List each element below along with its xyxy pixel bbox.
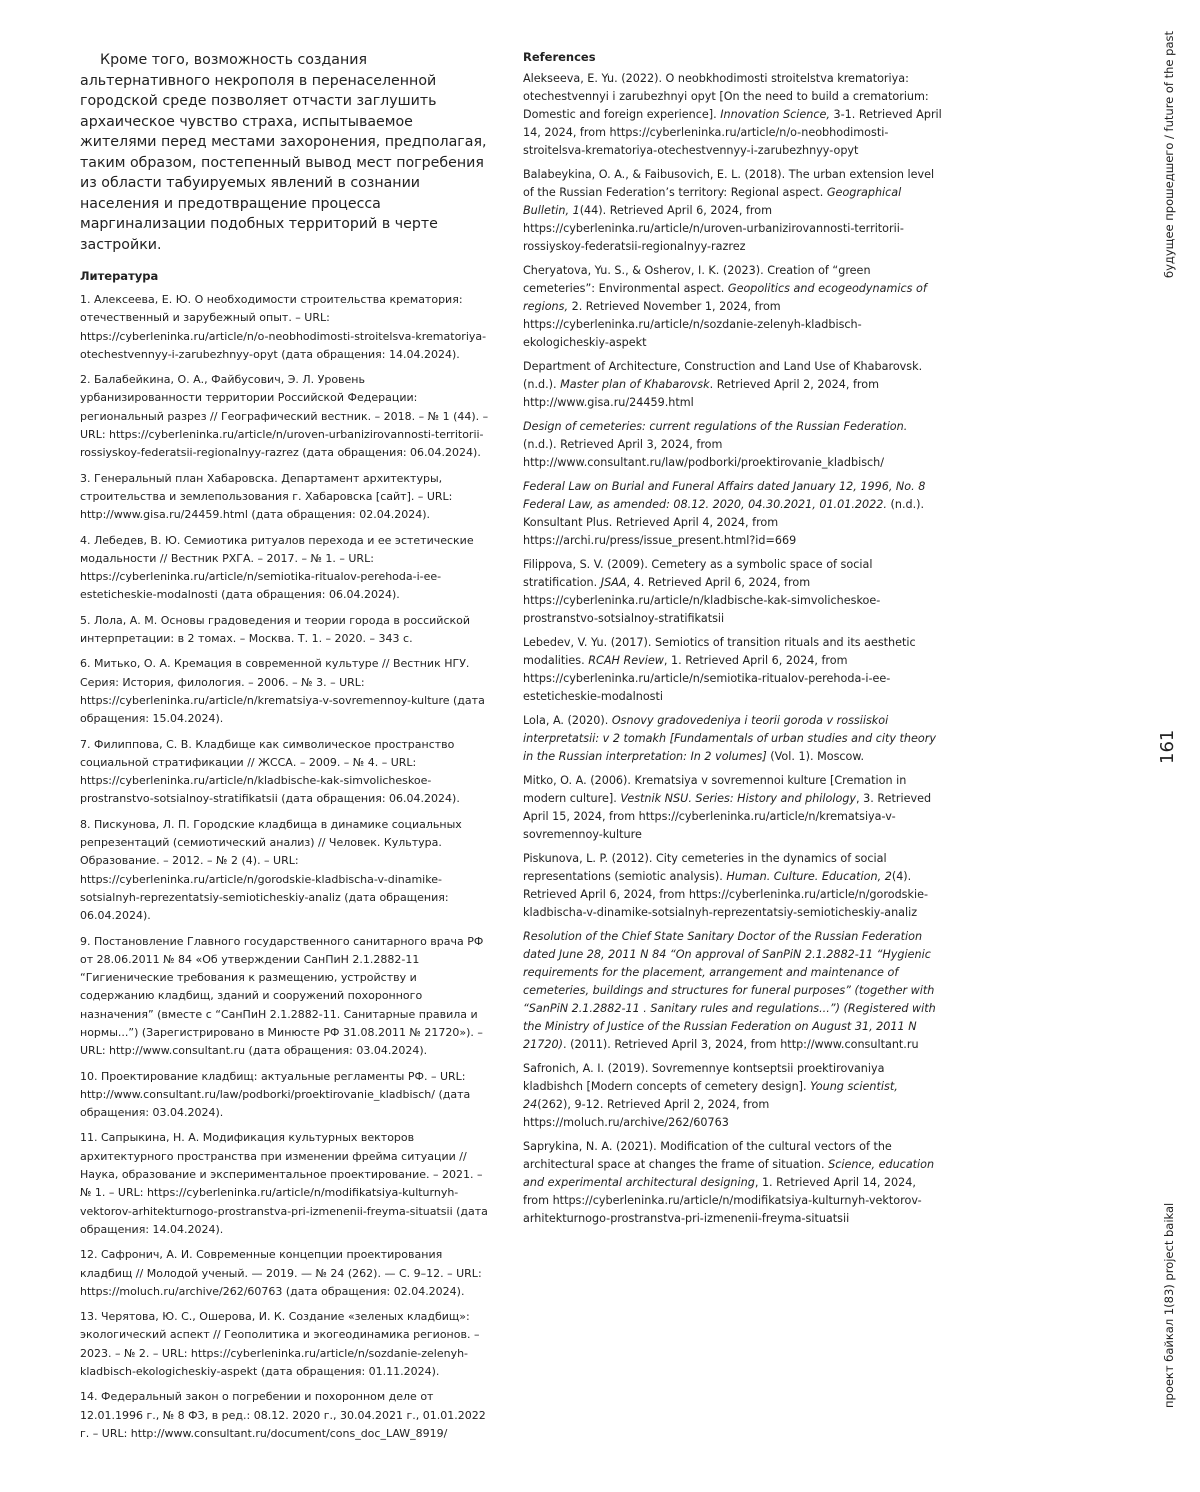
reference-text: 2. Retrieved November 1, 2024, from https://cyberleninka.ru/article/n/sozdanie-zelenyh-kladbisch-ekologicheskiy-aspekt [523, 300, 862, 349]
reference-text: Balabeykina, O. A., & Faibusovich, E. L. (2018). The urban extension level of the Russian Federation’s territory: Regional aspect. [523, 168, 935, 199]
reference-item [523, 358, 943, 412]
reference-title: Innovation Science, [720, 108, 830, 121]
reference-title: Resolution of the Chief State Sanitary Doctor of the Russian Federation dated June 28, 2011 N 84 “On approval of SanPiN 2.1.2882-11 “Hygienic requirements for the placement, arrangement and maintenance of cemeteries, buildings and structures for funeral purposes” (together with “SanPiN 2.1.2882-11 . Sanitary rules and regulations...”) (Registered with the Ministry of Justice of the Russian Federation on August 31, 2011 N 21720) [523, 930, 936, 1051]
reference-item [523, 262, 943, 352]
literature-item: 5. Лола, А. М. Основы градоведения и теории города в российской интерпретации: в 2 томах. – Москва. Т. 1. – 2020. – 343 с. [80, 613, 471, 646]
reference-title: Geopolitics and ecogeodynamics of regions, [523, 282, 927, 313]
literature-item: 14. Федеральный закон о погребении и похоронном деле от 12.01.1996 г., № 8 ФЗ, в ред.: 08.12. 2020 г., 30.04.2021 г., 01.01.2022 г. – URL: http://www.consultant.ru/document/cons_doc_LAW_8919/ [80, 1390, 486, 1440]
reference-text: . Retrieved April 2, 2024, from http://www.gisa.ru/24459.html [523, 378, 879, 409]
running-footer: проект байкал 1(83) project baikal [1162, 1202, 1176, 1408]
literature-item: 4. Лебедев, В. Ю. Семиотика ритуалов перехода и ее эстетические модальности // Вестник РХГА. – 2017. – № 1. – URL: https://cyberleninka.ru/article/n/semiotika-ritualov-perehoda-i-ee-esteticheskie-modalnosti (дата обращения: 06.04.2024). [80, 533, 474, 602]
reference-text: . (2011). Retrieved April 3, 2024, from http://www.consultant.ru [562, 1038, 919, 1051]
literature-list [80, 291, 490, 1443]
reference-text: Filippova, S. V. (2009). Cemetery as a symbolic space of social stratification. [523, 558, 873, 589]
reference-text: (n.d.). Konsultant Plus. Retrieved April 4, 2024, from https://archi.ru/press/issue_present.html?id=669 [523, 498, 925, 547]
reference-text: Saprykina, N. A. (2021). Modification of the cultural vectors of the architectural space at changes the frame of situation. [523, 1140, 892, 1171]
reference-title: Design of cemeteries: current regulations of the Russian Federation. [523, 420, 908, 433]
reference-item [523, 478, 943, 550]
reference-text: Piskunova, L. P. (2012). City cemeteries in the dynamics of social representations (semiotic analysis). [523, 852, 887, 883]
page-number: 161 [1157, 729, 1178, 764]
literature-item: 7. Филиппова, С. В. Кладбище как символическое пространство социальной стратификации // ЖССА. – 2009. – № 4. – URL: https://cyberleninka.ru/article/n/kladbische-kak-simvolicheskoe-prostranstvo-sotsialnoy-stratifikatsii (дата обращения: 06.04.2024). [80, 737, 460, 806]
reference-title: Osnovy gradovedeniya i teorii goroda v rossiiskoi interpretatsii: v 2 tomakh [Fundamentals of urban studies and city theory in the Russian interpretation: In 2 volumes] [523, 714, 936, 763]
literature-item: 8. Пискунова, Л. П. Городские кладбища в динамике социальных репрезентаций (семиотический анализ) // Человек. Культура. Образование. – 2012. – № 2 (4). – URL: https://cyberleninka.ru/article/n/gorodskie-kladbischa-v-dinamike-sotsialnyh-reprezentatsiy-semioticheskiy-analiz (дата обращения: 06.04.2024). [80, 817, 462, 923]
reference-text: 3-1. Retrieved April 14, 2024, from https://cyberleninka.ru/article/n/o-neobhodimosti-stroitelsva-krematoriya-otechestvennyy-i-zarubezhnyy-opyt [523, 108, 942, 157]
literature-item: 11. Сапрыкина, Н. А. Модификация культурных векторов архитектурного пространства при изменении фрейма ситуации // Наука, образование и экспериментальное проектирование. – 2021. – № 1. – URL: https://cyberleninka.ru/article/n/modifikatsiya-kulturnyh-vektorov-arhitekturnogo-prostranstva-pri-izmenenii-freyma-situatsii (дата обращения: 14.04.2024). [80, 1131, 488, 1236]
references-heading: References [523, 50, 596, 64]
reference-text: (44). Retrieved April 6, 2024, from https://cyberleninka.ru/article/n/uroven-urbanizirovannosti-territorii-rossiyskoy-federatsii-regionalnyy-razrez [523, 204, 904, 253]
reference-title: Vestnik NSU. Series: History and philology [620, 792, 857, 805]
reference-title: Human. Culture. Education, 2 [726, 870, 892, 883]
reference-text: (4). Retrieved April 6, 2024, from https://cyberleninka.ru/article/n/gorodskie-kladbischa-v-dinamike-sotsialnyh-reprezentatsiy-semioticheskiy-analiz [523, 870, 929, 919]
literature-item: 3. Генеральный план Хабаровска. Департамент архитектуры, строительства и землепользования г. Хабаровска [сайт]. – URL: http://www.gisa.ru/24459.html (дата обращения: 02.04.2024). [80, 471, 453, 522]
reference-text: , 1. Retrieved April 14, 2024, from https://cyberleninka.ru/article/n/modifikatsiya-kulturnyh-vektorov-arhitekturnogo-prostranstva-pri-izmenenii-freyma-situatsii [523, 1176, 922, 1225]
reference-text: Mitko, O. A. (2006). Krematsiya v sovremennoi kulture [Cremation in modern culture]. [523, 774, 907, 805]
reference-text: , 4. Retrieved April 6, 2024, from https://cyberleninka.ru/article/n/kladbische-kak-simvolicheskoe-prostranstvo-sotsialnoy-stratifikatsii [523, 576, 881, 625]
literature-item: 2. Балабейкина, О. А., Файбусович, Э. Л. Уровень урбанизированности территории Российской Федерации: региональный разрез // Географический вестник. – 2018. – № 1 (44). – URL: https://cyberleninka.ru/article/n/uroven-urbanizirovannosti-territorii-rossiyskoy-federatsii-regionalnyy-razrez (дата обращения: 06.04.2024). [80, 373, 489, 460]
reference-title: Master plan of Khabarovsk [560, 378, 710, 391]
intro-paragraph: Кроме того, возможность создания альтернативного некрополя в перенаселенной городской среде позволяет отчасти заглушить архаическое чувство страха, испытываемое жителями перед местами захоронения, предполагая, таким образом, постепенный вывод мест погребения из области табуируемых явлений в сознании населения и предотвращение процесса маргинализации подобных территорий в черте застройки. [80, 52, 487, 253]
left-column [80, 50, 490, 1450]
literature-heading: Литература [80, 269, 159, 283]
reference-text: Department of Architecture, Construction and Land Use of Khabarovsk. (n.d.). [523, 360, 923, 391]
reference-item [523, 418, 943, 472]
reference-title: Federal Law on Burial and Funeral Affairs dated January 12, 1996, No. 8 Federal Law, as amended: 08.12. 2020, 04.30.2021, 01.01.2022. [523, 480, 926, 511]
reference-title: RCAH Review [588, 654, 664, 667]
reference-text: , 3. Retrieved April 15, 2024, from https://cyberleninka.ru/article/n/krematsiya-v-sovremennoy-kulture [523, 792, 932, 841]
reference-item [523, 712, 943, 766]
reference-item [523, 634, 943, 706]
reference-text: (n.d.). Retrieved April 3, 2024, from http://www.consultant.ru/law/podborki/proektirovanie_kladbisch/ [523, 438, 885, 469]
reference-title: Young scientist, 24 [523, 1080, 898, 1111]
reference-item [523, 850, 943, 922]
reference-text: (Vol. 1). Moscow. [766, 750, 865, 763]
reference-title: Geographical Bulletin, 1 [523, 186, 902, 217]
reference-text: , 1. Retrieved April 6, 2024, from https://cyberleninka.ru/article/n/semiotika-ritualov-perehoda-i-ee-esteticheskie-modalnosti [523, 654, 891, 703]
literature-item: 10. Проектирование кладбищ: актуальные регламенты РФ. – URL: http://www.consultant.ru/law/podborki/proektirovanie_kladbisch/ (дата обращения: 03.04.2024). [80, 1069, 471, 1120]
literature-item: 9. Постановление Главного государственного санитарного врача РФ от 28.06.2011 № 84 «Об утверждении СанПиН 2.1.2882-11 “Гигиенические требования к размещению, устройству и содержанию кладбищ, зданий и сооружений похоронного назначения” (вместе с “СанПиН 2.1.2882-11. Санитарные правила и нормы...”) (Зарегистрировано в Минюсте РФ 31.08.2011 № 21720»). – URL: http://www.consultant.ru (дата обращения: 03.04.2024). [80, 934, 484, 1058]
reference-text: Cheryatova, Yu. S., & Osherov, I. K. (2023). Creation of “green cemeteries”: Environmental aspect. [523, 264, 871, 295]
reference-text: Lebedev, V. Yu. (2017). Semiotics of transition rituals and its aesthetic modalities. [523, 636, 916, 667]
reference-title: JSAA [600, 576, 627, 589]
reference-item [523, 772, 943, 844]
running-header: будущее прошедшего / future of the past [1162, 30, 1176, 278]
reference-text: (262), 9-12. Retrieved April 2, 2024, from https://moluch.ru/archive/262/60763 [523, 1098, 770, 1129]
reference-item [523, 1138, 943, 1228]
literature-item: 1. Алексеева, Е. Ю. О необходимости строительства крематория: отечественный и зарубежный опыт. – URL: https://cyberleninka.ru/article/n/o-neobhodimosti-stroitelsva-krematoriya-otechestvennyy-i-zarubezhnyy-opyt (дата обращения: 14.04.2024). [80, 293, 487, 361]
reference-text: Lola, A. (2020). [523, 714, 612, 727]
reference-item [523, 1060, 943, 1132]
reference-text: Safronich, A. I. (2019). Sovremennye kontseptsii proektirovaniya kladbishch [Modern concepts of cemetery design]. [523, 1062, 885, 1093]
reference-item [523, 928, 943, 1054]
literature-item: 12. Сафронич, А. И. Современные концепции проектирования кладбищ // Молодой ученый. — 2019. — № 24 (262). — С. 9–12. – URL: https://moluch.ru/archive/262/60763 (дата обращения: 02.04.2024). [80, 1248, 482, 1298]
reference-item [523, 166, 943, 256]
right-column [523, 50, 943, 1234]
literature-item: 13. Черятова, Ю. С., Ошерова, И. К. Создание «зеленых кладбищ»: экологический аспект // Геополитика и экогеодинамика регионов. – 2023. – № 2. – URL: https://cyberleninka.ru/article/n/sozdanie-zelenyh-kladbisch-ekologicheskiy-aspekt (дата обращения: 01.11.2024). [80, 1310, 480, 1379]
references-list [523, 70, 943, 1228]
reference-item [523, 70, 943, 160]
literature-item: 6. Митько, О. А. Кремация в современной культуре // Вестник НГУ. Серия: История, филология. – 2006. – № 3. – URL: https://cyberleninka.ru/article/n/krematsiya-v-sovremennoy-kulture (дата обращения: 15.04.2024). [80, 657, 485, 726]
reference-text: Alekseeva, E. Yu. (2022). O neobkhodimosti stroitelstva krematoriya: otechestvennyi i zarubezhnyi opyt [On the need to build a crematorium: Domestic and foreign experience]. [523, 72, 929, 121]
reference-title: Science, education and experimental architectural designing [523, 1158, 935, 1189]
reference-item [523, 556, 943, 628]
